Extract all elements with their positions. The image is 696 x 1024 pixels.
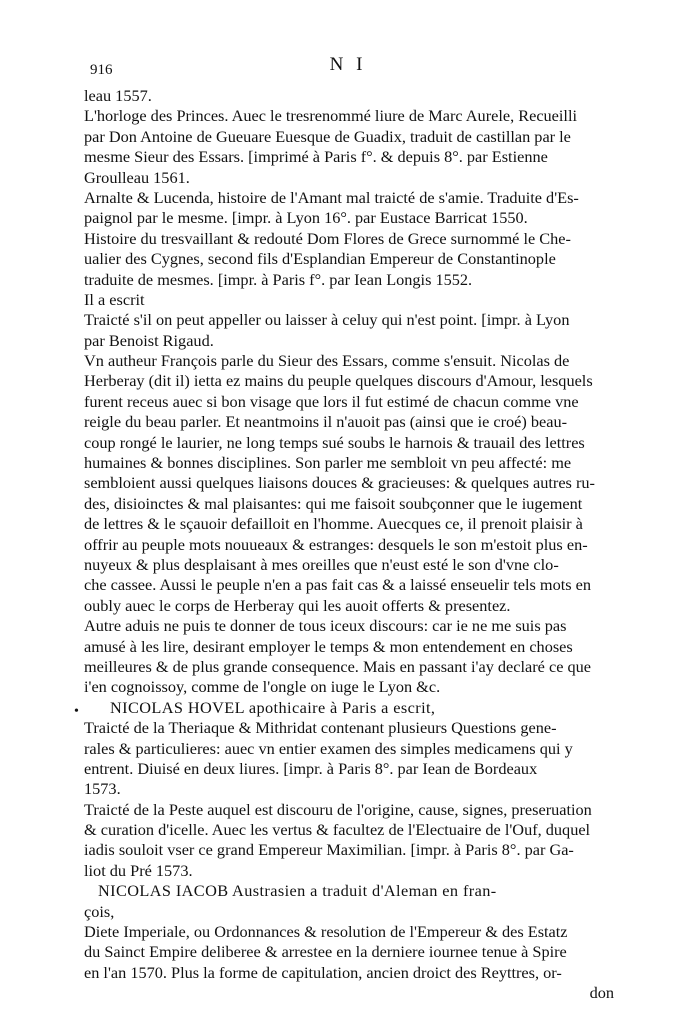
page-number: 916: [90, 62, 113, 78]
author-heading: NICOLAS IACOB Austrasien a traduit d'Aleman en fran-: [98, 881, 497, 901]
text-line: sembloient aussi quelques liaisons douces & gracieuses: & quelques autres ru-: [84, 473, 595, 493]
text-line: iadis souloit vser ce grand Empereur Maximilian. [impr. à Paris 8°. par Ga-: [84, 840, 574, 860]
text-line: du Sainct Empire deliberee & arrestee en la derniere iournee tenue à Spire: [84, 942, 567, 962]
text-line: Traicté de la Theriaque & Mithridat contenant plusieurs Questions gene-: [84, 718, 557, 738]
text-line: Histoire du tresvaillant & redouté Dom Flores de Grece surnommé le Che-: [84, 228, 571, 248]
text-line: rales & particulieres: auec vn entier examen des simples medicamens qui y: [84, 738, 573, 758]
text-line: Il a escrit: [84, 289, 145, 309]
text-line: che cassee. Aussi le peuple n'en a pas fait cas & a laissé enseuelir tels mots en: [84, 575, 592, 595]
text-line: par Benoist Rigaud.: [84, 330, 214, 350]
text-line: en l'an 1570. Plus la forme de capitulation, ancien droict des Reyttres, or-: [84, 962, 562, 982]
text-line: & curation d'icelle. Auec les vertus & facultez de l'Electuaire de l'Ouf, duquel: [84, 820, 591, 840]
page-header: [0, 54, 696, 80]
text-line: çois,: [84, 901, 115, 921]
text-line: nuyeux & plus desplaisant à mes oreilles que n'eust esté le son d'vne clo-: [84, 554, 559, 574]
text-line: meilleures & de plus grande consequence. Mais en passant i'ay declaré ce que: [84, 656, 592, 676]
text-line: mesme Sieur des Essars. [imprimé à Paris f°. & depuis 8°. par Estienne: [84, 147, 548, 167]
text-line: Traicté de la Peste auquel est discouru de l'origine, cause, signes, preseruation: [84, 799, 592, 819]
text-line: Groulleau 1561.: [84, 167, 190, 187]
text-line: ualier des Cygnes, second fils d'Esplandian Empereur de Constantinople: [84, 249, 556, 269]
running-title: N I: [329, 54, 367, 75]
text-line: Herberay (dit il) ietta ez mains du peuple quelques discours d'Amour, lesquels: [84, 371, 593, 391]
text-line: des, disioinctes & mal plaisantes: qui me faisoit soubçonner que le iugement: [84, 493, 583, 513]
text-line: de lettres & le sçauoir defailloit en l'homme. Auecques ce, il prenoit plaisir à: [84, 514, 583, 534]
text-line: reigle du beau parler. Et neantmoins il n'auoit pas (ainsi que ie croé) beau-: [84, 412, 568, 432]
text-line: L'horloge des Princes. Auec le tresrenommé liure de Marc Aurele, Recueilli: [84, 106, 578, 126]
text-line: offrir au peuple mots nouueaux & estranges: desquels le son m'estoit plus en-: [84, 534, 588, 554]
text-line: liot du Pré 1573.: [84, 860, 193, 880]
text-line: paignol par le mesme. [impr. à Lyon 16°. par Eustace Barricat 1550.: [84, 208, 528, 228]
text-line: i'en cognoissoy, comme de l'ongle on iuge le Lyon &c.: [84, 677, 441, 697]
text-line: amusé à les lire, desirant employer le temps & mon entendement en choses: [84, 636, 573, 656]
text-line: traduite de mesmes. [impr. à Paris f°. par Iean Longis 1552.: [84, 269, 473, 289]
text-line: Traicté s'il on peut appeller ou laisser à celuy qui n'est point. [impr. à Lyon: [84, 310, 570, 330]
text-line: entrent. Diuisé en deux liures. [impr. à Paris 8°. par Iean de Bordeaux: [84, 758, 538, 778]
catchword: don: [589, 983, 614, 1003]
text-line: Autre aduis ne puis te donner de tous iceux discours: car ie ne me suis pas: [84, 616, 567, 636]
page-body: [84, 86, 614, 1004]
text-line: furent receus auec si bon visage que lors il fut estimé de chacun comme vne: [84, 391, 579, 411]
margin-mark: •: [74, 704, 79, 719]
text-line: 1573.: [84, 779, 121, 799]
author-heading: NICOLAS HOVEL apothicaire à Paris a escrit,: [110, 697, 436, 717]
text-line: leau 1557.: [84, 86, 152, 105]
text-line: oubly auec le corps de Herberay qui les auoit offerts & presentez.: [84, 595, 511, 615]
text-line: par Don Antoine de Gueuare Euesque de Guadix, traduit de castillan par le: [84, 126, 571, 146]
text-line: Vn autheur François parle du Sieur des Essars, comme s'ensuit. Nicolas de: [84, 351, 570, 371]
text-line: Diete Imperiale, ou Ordonnances & resolution de l'Empereur & des Estatz: [84, 922, 568, 942]
text-line: humaines & bonnes disciplines. Son parler me sembloit vn peu affecté: me: [84, 453, 572, 473]
text-line: Arnalte & Lucenda, histoire de l'Amant mal traicté de s'amie. Traduite d'Es-: [84, 187, 579, 207]
text-line: coup rongé le laurier, ne long temps sué soubs le harnois & trauail des lettres: [84, 432, 585, 452]
